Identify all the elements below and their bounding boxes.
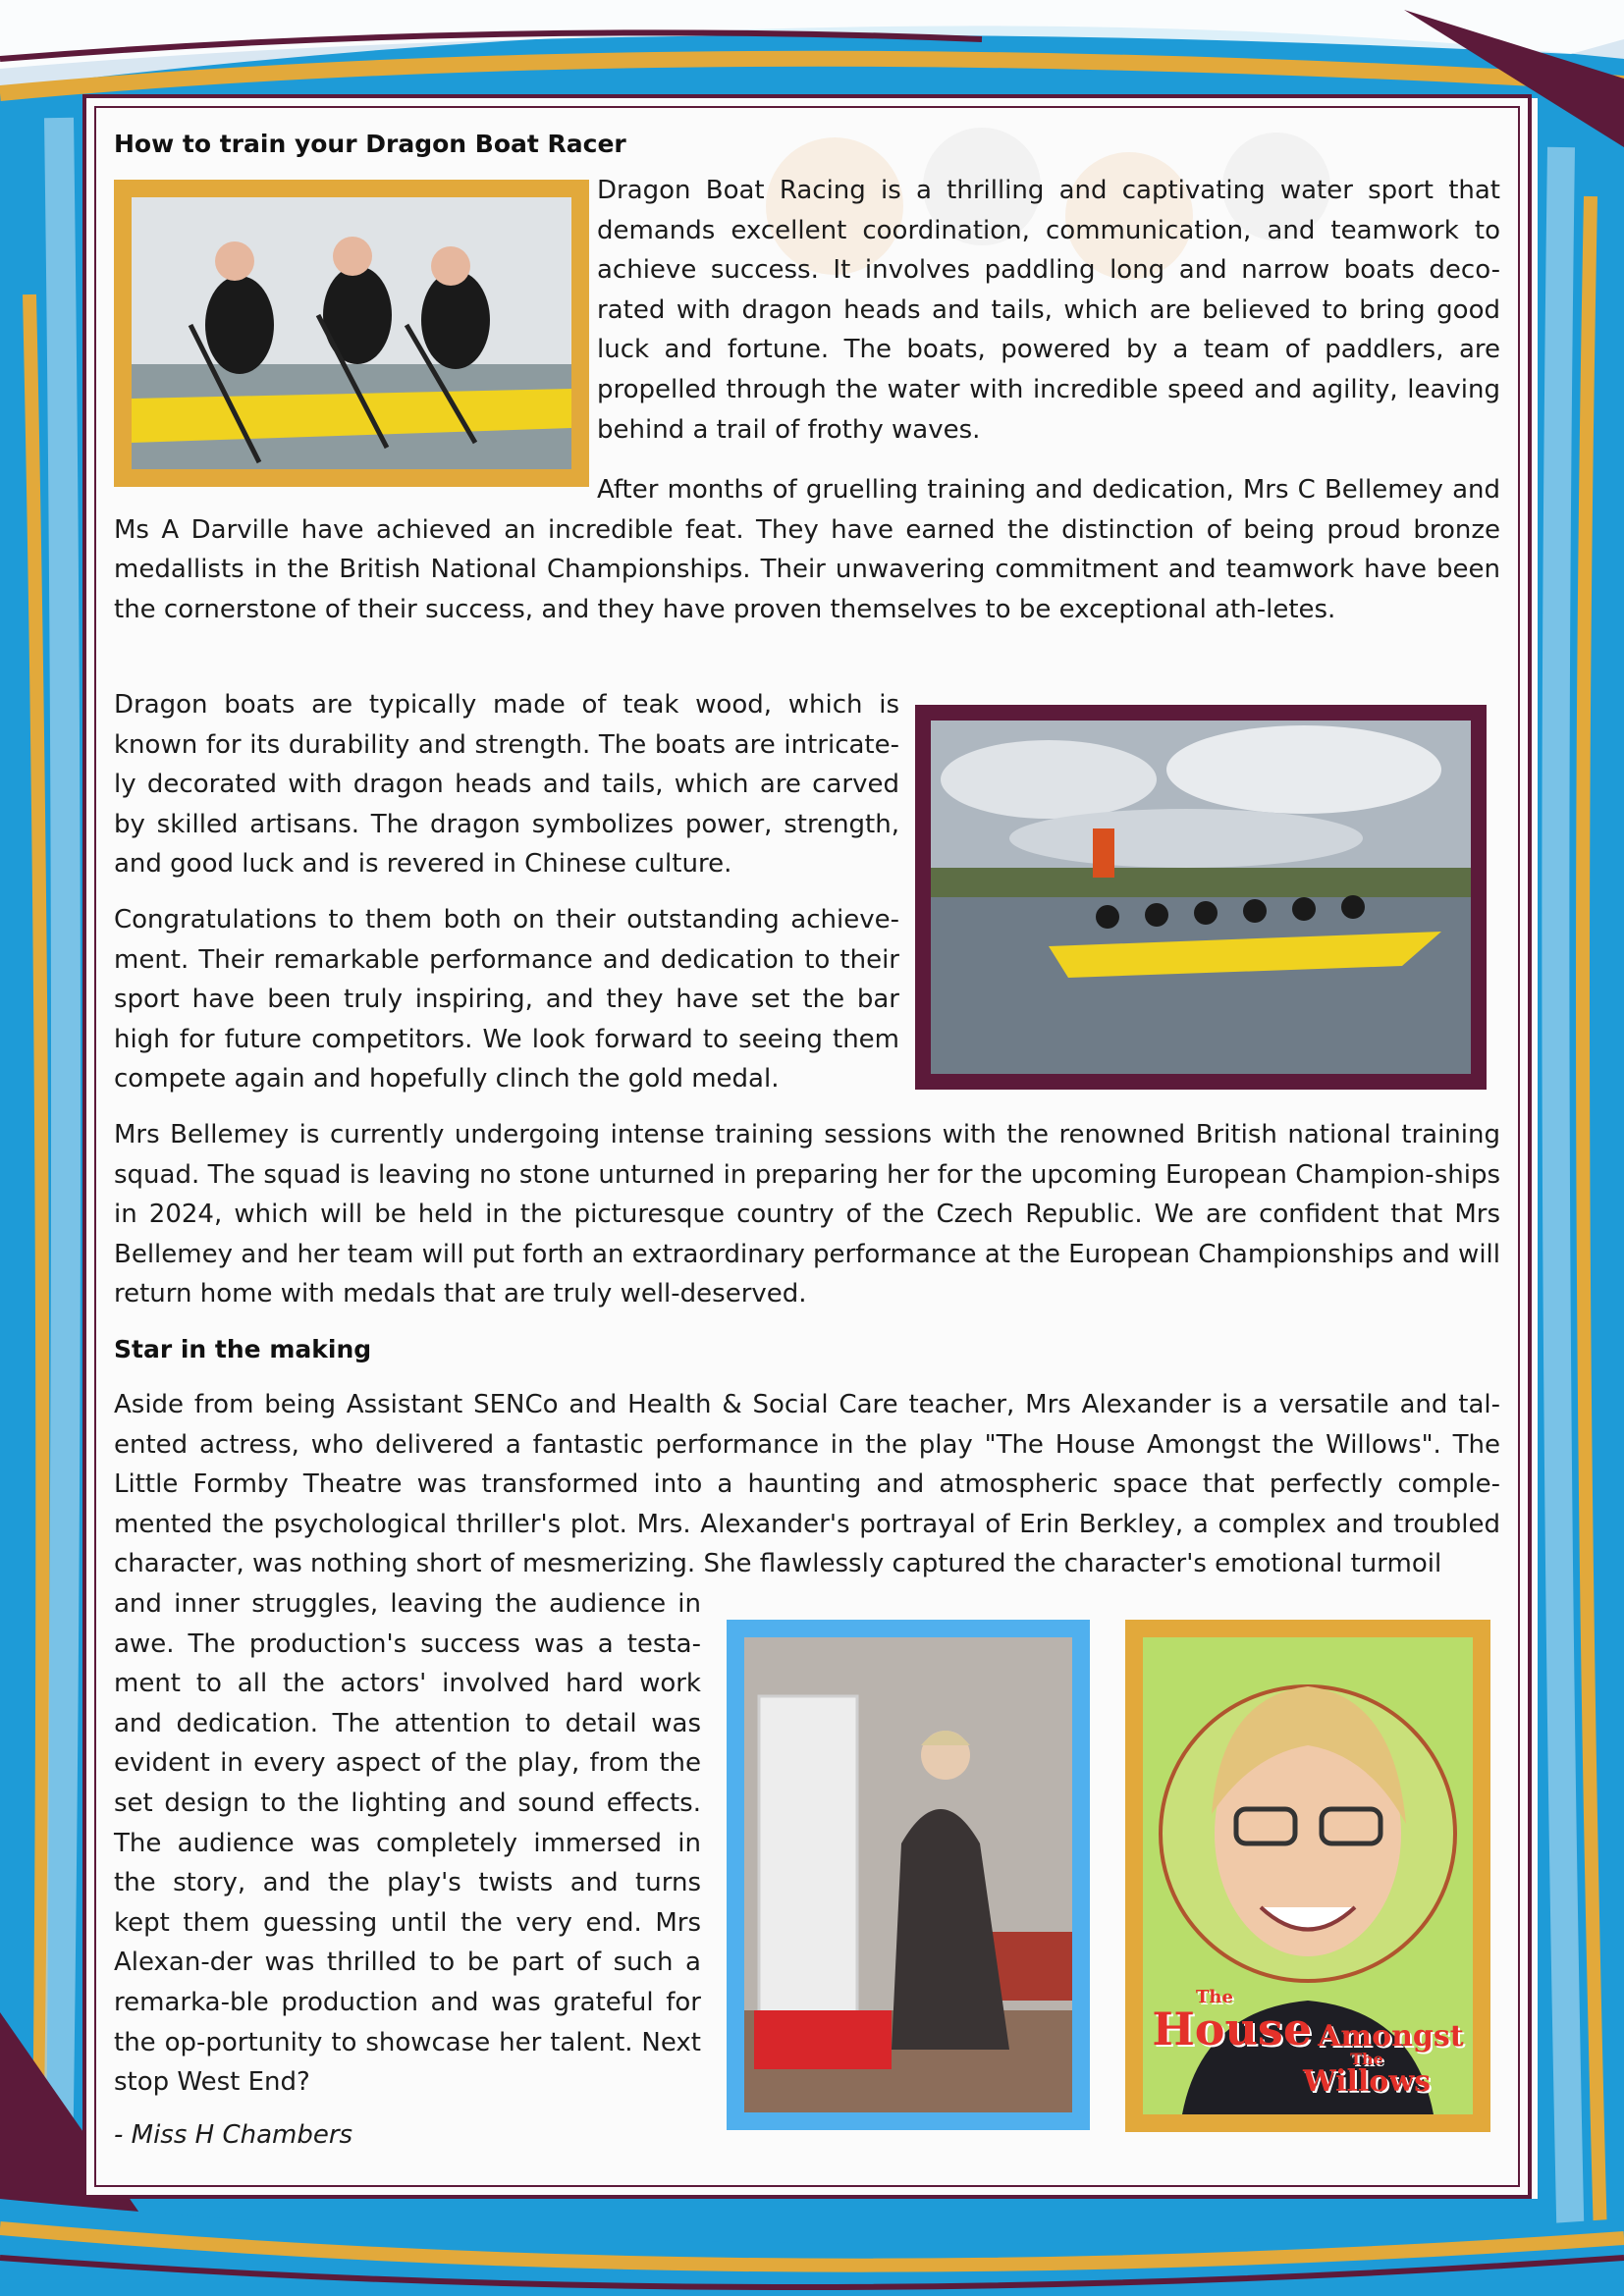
- dragon-boat-team-photo: [915, 705, 1487, 1090]
- poster-word-house: House: [1152, 2002, 1313, 2056]
- article-heading-star: Star in the making: [114, 1335, 372, 1363]
- article-signature: - Miss H Chambers: [114, 2120, 353, 2150]
- poster-title: [1143, 1989, 1473, 2097]
- article1-paragraph-5: Mrs Bellemey is currently undergoing intense training sessions with the renowned British national training squad. The squad is leaving no stone unturned in preparing her for the upcoming European Champion-ships in 2024, which will be held in the picturesque country of the Czech Republic. We are confident that Mrs Bellemey and her team will put forth an extraordinary performance at the European Championships and will return home with medals that are truly well-deserved.: [114, 1120, 1500, 1309]
- article1-paragraph-4: Congratulations to them both on their outstanding achieve-ment. Their remarkable performance and dedication to their sport have been truly inspiring, and they have set the bar high for future competitors. We look forward to seeing them compete again and hopefully clinch the gold medal.: [114, 905, 899, 1095]
- article2-paragraph-1: Aside from being Assistant SENCo and Health & Social Care teacher, Mrs Alexander is a versatile and tal-ented actress, who delivered a fantastic performance in the play "The House Amongst the Willows". The Little Formby Theatre was transformed into a haunting and atmospheric space that perfectly comple-mented the psychological thriller's plot. Mrs. Alexander's portrayal of Erin Berkley, a complex and troubled character, was nothing short of mesmerizing. She flawlessly captured the character's emotional turmoil: [114, 1390, 1500, 1579]
- poster-word-willows: Willows: [1302, 2064, 1432, 2099]
- article1-paragraph-1: Dragon Boat Racing is a thrilling and captivating water sport that demands excellent coordination, communication, and teamwork to achieve success. It involves paddling long and narrow boats deco-rated with dragon heads and tails, which are believed to bring good luck and fortune. The boats, powered by a team of paddlers, are propelled through the water with incredible speed and agility, leaving behind a trail of frothy waves.: [597, 176, 1500, 445]
- article1-paragraph-3: Dragon boats are typically made of teak wood, which is known for its durability and strength. The boats are intricate-ly decorated with dragon heads and tails, which are carved by skilled artisans. The dragon symbolizes power, strength, and good luck and is revered in Chinese culture.: [114, 690, 899, 880]
- dragon-boat-paddlers-photo: [114, 180, 589, 487]
- article1-paragraph-2-text: After months of gruelling training and dedication, Mrs C Bellemey and Ms A Darville have achieved an incredible feat. They have earned the distinction of being proud bronze medallists in the British National Championships. Their unwavering commitment and teamwork have been the cornerstone of their success, and they have proven themselves to be exceptional ath-letes.: [114, 475, 1500, 624]
- poster-word-the: The: [1196, 1987, 1233, 2007]
- article1-paragraph-2: [114, 470, 1500, 629]
- poster-word-the-2: The: [1350, 2050, 1383, 2068]
- poster-word-amongst: Amongst: [1318, 2019, 1464, 2054]
- play-poster-photo: [1125, 1620, 1490, 2132]
- article-heading-dragon-boat: How to train your Dragon Boat Racer: [114, 130, 626, 158]
- theatre-stage-photo: [727, 1620, 1090, 2130]
- article2-paragraph-2: and inner struggles, leaving the audience in awe. The production's success was a testa-ment to all the actors' involved hard work and dedication. The attention to detail was evident in every aspect of the play, from the set design to the lighting and sound effects. The audience was completely immersed in the story, and the play's twists and turns kept them guessing until the very end. Mrs Alexan-der was thrilled to be part of such a remarka-ble production and was grateful for the op-portunity to showcase her talent. Next stop West End?: [114, 1589, 701, 2098]
